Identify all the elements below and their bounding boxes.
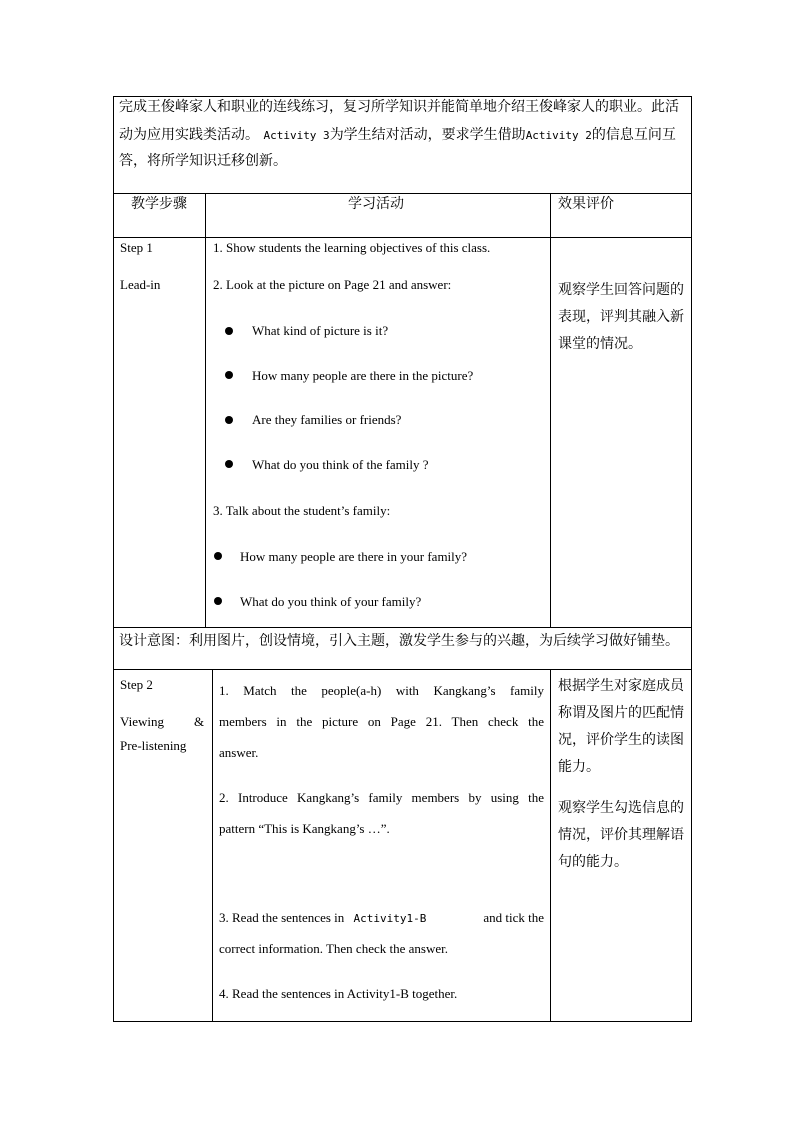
bullet-icon xyxy=(225,327,233,335)
step1-name: Lead-in xyxy=(120,277,161,292)
step2-eval-line: 能力。 xyxy=(558,759,600,775)
step2-name-b: Pre-listening xyxy=(120,738,187,753)
step2-label: Step 2 xyxy=(120,677,153,692)
step2-eval-line: 称谓及图片的匹配情 xyxy=(558,705,684,721)
step2-name-a: Viewing xyxy=(120,714,164,729)
step1-eval-line: 表现，评判其融入新 xyxy=(558,309,684,325)
col-divider xyxy=(212,669,213,1022)
step1-eval-line: 观察学生回答问题的 xyxy=(558,282,684,298)
step1-question: What kind of picture is it? xyxy=(252,323,389,338)
step1-family-question: What do you think of your family? xyxy=(240,594,422,609)
col-divider xyxy=(550,669,551,1022)
intro-line-3: 答，将所学知识迁移创新。 xyxy=(119,153,287,169)
header-activities: 学习活动 xyxy=(348,196,404,212)
step2-eval-line: 情况，评价其理解语 xyxy=(558,827,684,843)
step2-activity-1-line3: answer. xyxy=(219,745,259,760)
row-divider xyxy=(113,669,692,670)
table-border-left xyxy=(113,96,114,1022)
intro-line-1: 完成王俊峰家人和职业的连线练习，复习所学知识并能简单地介绍王俊峰家人的职业。此活 xyxy=(119,99,679,115)
step1-question: How many people are there in the picture? xyxy=(252,368,474,383)
step1-activity-1: 1. Show students the learning objectives of this class. xyxy=(213,240,491,255)
step1-label: Step 1 xyxy=(120,240,153,255)
intro-line-2-c: 的信息互问互 xyxy=(591,127,676,143)
step2-activity-1-line2: members in the picture on Page 21. Then check the xyxy=(219,714,544,729)
step1-activity-2: 2. Look at the picture on Page 21 and answer: xyxy=(213,277,452,292)
bullet-icon xyxy=(225,460,233,468)
step2-eval-line: 根据学生对家庭成员 xyxy=(558,678,684,694)
intro-line-2 xyxy=(119,122,676,149)
bullet-icon xyxy=(225,371,233,379)
col-divider xyxy=(550,193,551,628)
step2-name-amp: & xyxy=(194,714,205,729)
bullet-icon xyxy=(225,416,233,424)
step2-activity-2-line1: 2. Introduce Kangkang’s family members by using the xyxy=(219,790,544,805)
intro-line-2-b: 为学生结对活动，要求学生借助 xyxy=(329,127,526,143)
step2-activity-2-line2: pattern “This is Kangkang’s …”. xyxy=(219,821,390,836)
step2-activity-3-line1 xyxy=(219,910,544,926)
step1-eval-line: 课堂的情况。 xyxy=(558,336,642,352)
bullet-icon xyxy=(214,552,222,560)
intro-code-activity2: Activity 2 xyxy=(525,129,592,142)
step2-eval-line: 况，评价学生的读图 xyxy=(558,732,684,748)
step2-eval-line: 句的能力。 xyxy=(558,854,628,870)
header-steps: 教学步骤 xyxy=(131,196,187,212)
intro-line-2-a: 动为应用实践类活动。 xyxy=(119,127,259,143)
row-divider xyxy=(113,237,692,238)
step1-family-question: How many people are there in your family? xyxy=(240,549,468,564)
step2-activity-3-b: and tick the xyxy=(483,910,544,925)
header-evaluation: 效果评价 xyxy=(558,196,614,212)
table-border-bottom xyxy=(113,1021,692,1022)
step1-question: Are they families or friends? xyxy=(252,412,402,427)
step2-activity-4: 4. Read the sentences in Activity1-B together. xyxy=(219,986,458,1001)
step2-activity-3-a: 3. Read the sentences in xyxy=(219,910,348,925)
col-divider xyxy=(205,193,206,628)
intro-code-activity3: Activity 3 xyxy=(263,129,330,142)
step2-code-activity1b: Activity1-B xyxy=(353,912,427,925)
step2-activity-1-line1: 1. Match the people(a-h) with Kangkang’s family xyxy=(219,683,544,698)
table-border-right xyxy=(691,96,692,1022)
step1-question: What do you think of the family ? xyxy=(252,457,429,472)
design-intent-1: 设计意图：利用图片，创设情境，引入主题，激发学生参与的兴趣，为后续学习做好铺垫。 xyxy=(119,633,679,649)
bullet-icon xyxy=(214,597,222,605)
step2-activity-3-line2: correct information. Then check the answer. xyxy=(219,941,448,956)
step2-eval-line: 观察学生勾选信息的 xyxy=(558,800,684,816)
step1-activity-3: 3. Talk about the student’s family: xyxy=(213,503,391,518)
